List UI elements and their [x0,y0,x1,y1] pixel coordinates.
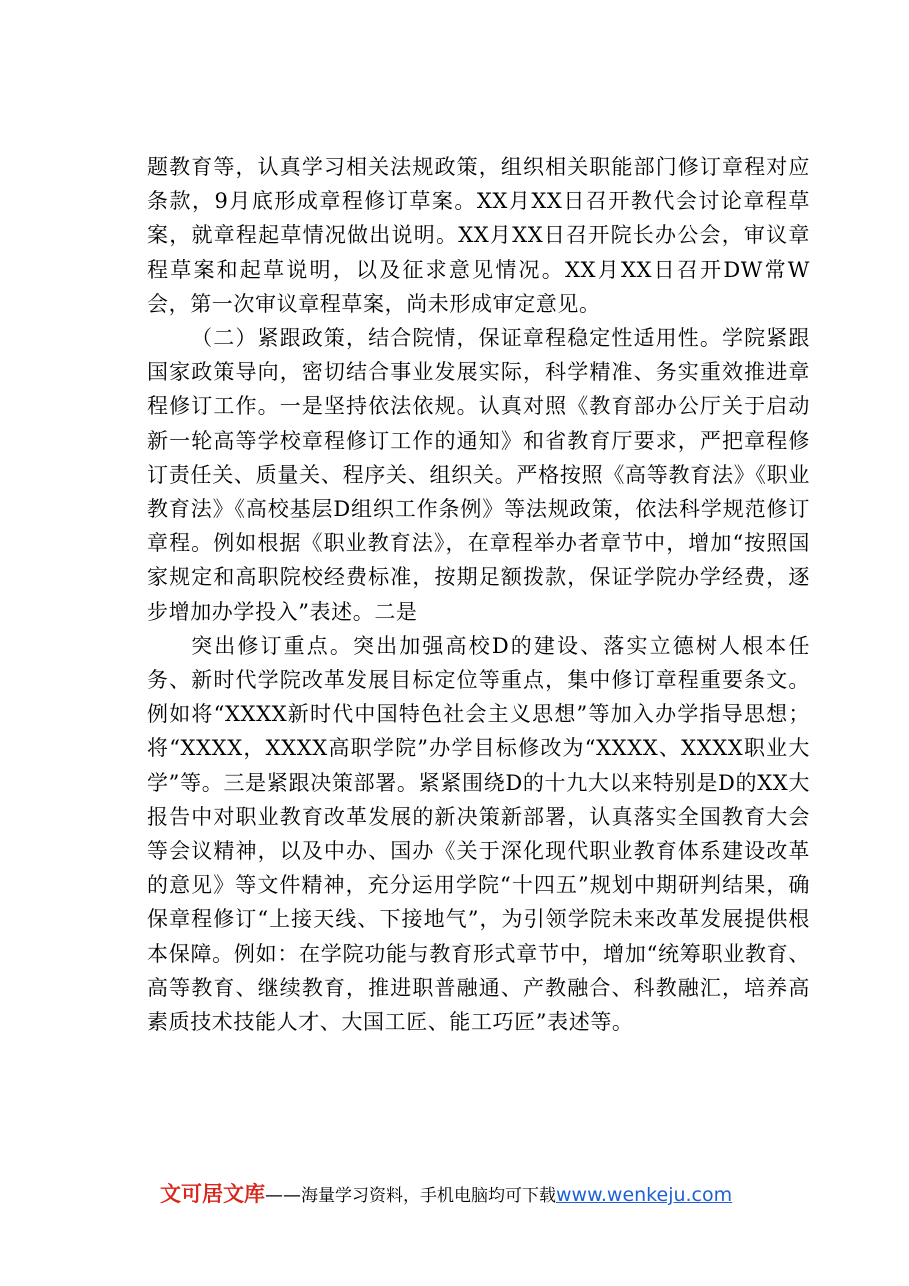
paragraph-revision-focus: 突出修订重点。突出加强高校D的建设、落实立德树人根本任务、新时代学院改革发展目标定位等重点，集中修订章程重要条文。例如将“XXXX新时代中国特色社会主义思想”等加入办学指导思想；将“XXXX，XXXX高职学院”办学目标修改为“XXXX、XXXX职业大学”等。三是紧跟决策部署。紧紧围绕D的十九大以来特别是D的XX大报告中对职业教育改革发展的新决策新部署，认真落实全国教育大会等会议精神，以及中办、国办《关于深化现代职业教育体系建设改革的意见》等文件精神，充分运用学院“十四五”规划中期研判结果，确保章程修订“上接天线、下接地气”，为引领学院未来改革发展提供根本保障。例如：在学院功能与教育形式章节中，增加“统筹职业教育、高等教育、继续教育，推进职普融通、产教融合、科教融汇，培养高素质技术技能人才、大国工匠、能工巧匠”表述等。 [147,633,810,1035]
footer-brand: 文可居文库 [160,1182,265,1206]
paragraph-continuation: 题教育等，认真学习相关法规政策，组织相关职能部门修订章程对应条款，9月底形成章程修订草案。XX月XX日召开教代会讨论章程草案，就章程起草情况做出说明。XX月XX日召开院长办公会，审议章程草案和起草说明，以及征求意见情况。XX月XX日召开DW常W会，第一次审议章程草案，尚未形成审定意见。 [147,155,810,316]
footer-tagline: 海量学习资料，手机电脑均可下载 [301,1186,556,1206]
footer-banner [160,1181,800,1209]
paragraph-section-two: （二）紧跟政策，结合院情，保证章程稳定性适用性。学院紧跟国家政策导向，密切结合事业发展实际，科学精准、务实重效推进章程修订工作。一是坚持依法依规。认真对照《教育部办公厅关于启动新一轮高等学校章程修订工作的通知》和省教育厅要求，严把章程修订责任关、质量关、程序关、组织关。严格按照《高等教育法》《职业教育法》《高校基层D组织工作条例》等法规政策，依法科学规范修订章程。例如根据《职业教育法》，在章程举办者章节中，增加“按照国家规定和高职院校经费标准，按期足额拨款，保证学院办学经费，逐步增加办学投入”表述。二是 [147,326,810,624]
document-body [147,150,810,1039]
footer-dash: —— [265,1185,301,1206]
footer-site-link[interactable]: www.wenkeju.com [556,1184,733,1206]
